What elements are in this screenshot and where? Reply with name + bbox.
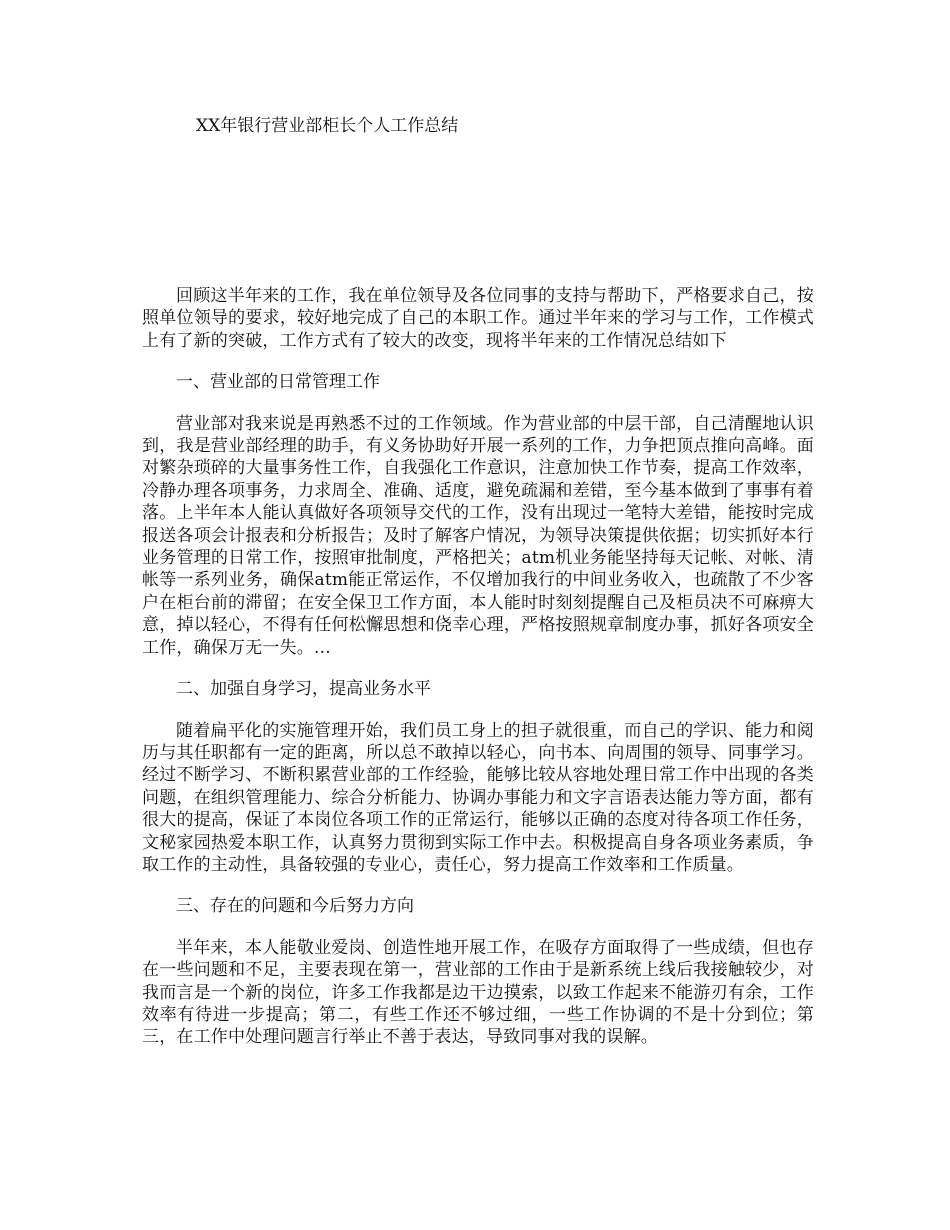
section-3-heading: 三、存在的问题和今后努力方向 (176, 896, 414, 917)
section-2-heading: 二、加强自身学习，提高业务水平 (176, 679, 431, 700)
section-3-paragraph: 半年来，本人能敬业爱岗、创造性地开展工作，在吸存方面取得了一些成绩，但也存在一些问题和不足，主要表现在第一，营业部的工作由于是新系统上线后我接触较少，对我而言是一个新的岗位，许多工作我都是边干边摸索，以致工作起来不能游刃有余，工作效率有待进一步提高；第二，有些工作还不够过细，一些工作协调的不是十分到位；第三，在工作中处理问题言行举止不善于表达，导致同事对我的误解。 (142, 937, 814, 1048)
section-1-paragraph: 营业部对我来说是再熟悉不过的工作领域。作为营业部的中层干部，自己清醒地认识到，我是营业部经理的助手，有义务协助好开展一系列的工作，力争把顶点推向高峰。面对繁杂琐碎的大量事务性工作，自我强化工作意识，注意加快工作节奏，提高工作效率，冷静办理各项事务，力求周全、准确、适度，避免疏漏和差错，至今基本做到了事事有着落。上半年本人能认真做好各项领导交代的工作，没有出现过一笔特大差错，能按时完成报送各项会计报表和分析报告；及时了解客户情况，为领导决策提供依据；切实抓好本行业务管理的日常工作，按照审批制度，严格把关；atm机业务能坚持每天记帐、对帐、清帐等一系列业务，确保atm能正常运作，不仅增加我行的中间业务收入，也疏散了不少客户在柜台前的滞留；在安全保卫工作方面，本人能时时刻刻提醒自己及柜员决不可麻痹大意，掉以轻心，不得有任何松懈思想和侥幸心理，严格按照规章制度办事，抓好各项安全工作，确保万无一失。... (142, 413, 814, 658)
intro-paragraph: 回顾这半年来的工作，我在单位领导及各位同事的支持与帮助下，严格要求自己，按照单位领导的要求，较好地完成了自己的本职工作。通过半年来的学习与工作，工作模式上有了新的突破，工作方式有了较大的改变，现将半年来的工作情况总结如下 (142, 286, 814, 351)
document-body (142, 285, 814, 1068)
document-title: XX年银行营业部柜长个人工作总结 (196, 116, 459, 136)
section-1-heading: 一、营业部的日常管理工作 (176, 372, 380, 393)
section-2-paragraph: 随着扁平化的实施管理开始，我们员工身上的担子就很重，而自己的学识、能力和阅历与其任职都有一定的距离，所以总不敢掉以轻心，向书本、向周围的领导、同事学习。经过不断学习、不断积累营业部的工作经验，能够比较从容地处理日常工作中出现的各类问题，在组织管理能力、综合分析能力、协调办事能力和文字言语表达能力等方面，都有很大的提高，保证了本岗位各项工作的正常运行，能够以正确的态度对待各项工作任务，文秘家园热爱本职工作，认真努力贯彻到实际工作中去。积极提高自身各项业务素质，争取工作的主动性，具备较强的专业心，责任心，努力提高工作效率和工作质量。 (142, 720, 814, 875)
